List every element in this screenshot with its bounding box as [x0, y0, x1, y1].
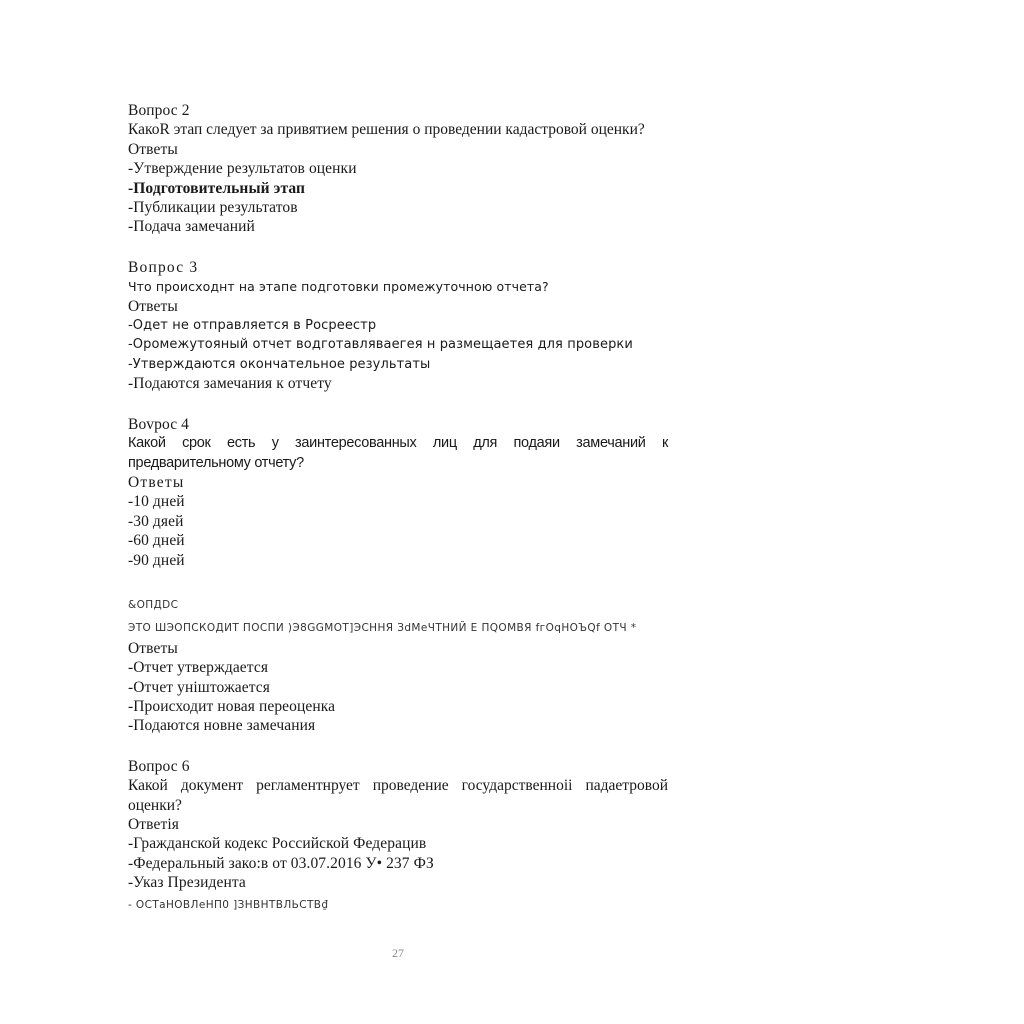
- question-title: Вопрос 3: [128, 258, 199, 276]
- answers-label: Ответы: [128, 473, 185, 491]
- answer-item: -Одет не отправляется в Росреестр: [128, 318, 377, 334]
- question-text: Что происходнт на этапе подготовки промежуточною отчета?: [128, 279, 549, 295]
- question-block-3: [128, 258, 668, 394]
- answer-item: -60 дней: [128, 532, 185, 550]
- question-text: ЭТО ШЭОПСКОДИТ ПОСПИ )Э8GGMОТ]ЭСННЯ ЗdМеЧТНИЙ Е ПQОМВЯ fгОqНОЪQf ОТЧ *: [128, 622, 637, 635]
- answers-label: Ответы: [128, 297, 178, 315]
- question-block-2: [128, 101, 668, 237]
- answers-label: Ответы: [128, 140, 178, 158]
- answers-label: Ответы: [128, 639, 178, 657]
- answer-item-highlighted: -Подготовительный этап: [128, 179, 306, 197]
- answer-item: -30 дяей: [128, 512, 184, 530]
- answer-item: -Происходит новая переоценка: [128, 697, 336, 715]
- question-text: Какой документ регламентнрует проведение государственноіі падаетровой оценки?: [128, 777, 668, 814]
- answer-item: - ОСТаНОВЛеНП0 ]ЗНВНТВЛЬСТВ₫: [128, 898, 329, 911]
- answer-item: -Указ Президента: [128, 874, 246, 892]
- answer-item: -Отчет уніштожается: [128, 678, 271, 696]
- question-text: Какой срок есть у заинтересованных лиц для подаяи замечаний к предварительному отчету?: [128, 435, 668, 471]
- question-title: &ОПДDС: [128, 598, 179, 611]
- answer-item: -90 дней: [128, 551, 185, 569]
- answer-item: -Оромежутояный отчет водготавляваегея н размещаетея для проверки: [128, 337, 633, 353]
- page-number: 27: [392, 946, 404, 960]
- answer-item: -Подаются замечания к отчету: [128, 375, 332, 393]
- answer-item: -Отчет утверждается: [128, 659, 269, 677]
- page-content: [128, 101, 668, 915]
- answer-item: -10 дней: [128, 493, 185, 511]
- answer-item: -Гражданской кодекс Российской Федерацив: [128, 835, 427, 853]
- answer-item: -Утверждаются окончательное результаты: [128, 356, 431, 372]
- question-title: Вопрос 6: [128, 757, 190, 775]
- question-title: Вопрос 2: [128, 102, 190, 119]
- question-block-5: [128, 596, 668, 736]
- answer-item: -Публикации результатов: [128, 199, 298, 217]
- answer-item: -Подача замечаний: [128, 218, 255, 236]
- answer-item: -Подаются новне замечания: [128, 717, 316, 735]
- question-text: КакоR этап следует за привятием решения о проведении кадастровой оценки?: [128, 121, 645, 139]
- question-block-4: [128, 415, 668, 570]
- question-title: Вovрос 4: [128, 415, 190, 433]
- answers-label: Ответія: [128, 816, 179, 833]
- question-block-6: [128, 757, 668, 915]
- answer-item: -Утверждение результатов оценки: [128, 160, 357, 178]
- answer-item: -Федеральный зако:в от 03.07.2016 У• 237 ФЗ: [128, 854, 434, 872]
